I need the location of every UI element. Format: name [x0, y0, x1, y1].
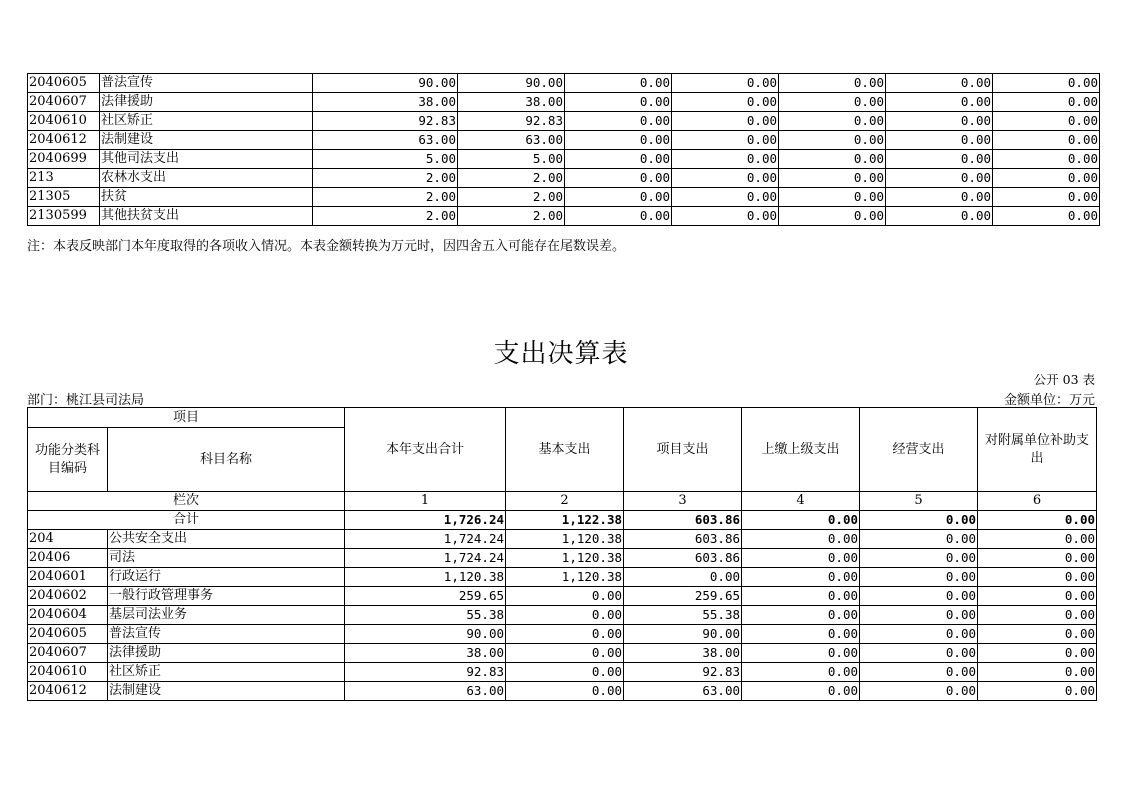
row-value: 603.86 [624, 530, 742, 549]
header-name: 科目名称 [108, 428, 345, 492]
row-value: 2.00 [458, 169, 565, 188]
row-value: 0.00 [993, 169, 1100, 188]
row-value: 0.00 [672, 74, 779, 93]
row-value: 0.00 [978, 606, 1097, 625]
table-row [28, 131, 1100, 150]
row-value: 38.00 [624, 644, 742, 663]
row-value: 0.00 [779, 188, 886, 207]
row-name: 行政运行 [108, 568, 345, 587]
table-row [28, 644, 1097, 663]
row-code: 213 [28, 169, 100, 188]
expense-table [27, 407, 1097, 701]
row-value: 63.00 [345, 682, 506, 701]
table-row [28, 188, 1100, 207]
table-row [28, 207, 1100, 226]
row-value: 0.00 [565, 188, 672, 207]
row-value: 0.00 [886, 74, 993, 93]
page-title: 支出决算表 [493, 339, 629, 369]
row-value: 0.00 [779, 169, 886, 188]
header-col-5: 经营支出 [860, 408, 978, 492]
row-value: 0.00 [993, 207, 1100, 226]
row-name: 法制建设 [108, 682, 345, 701]
row-value: 0.00 [886, 169, 993, 188]
row-value: 63.00 [313, 131, 458, 150]
row-value: 2.00 [458, 188, 565, 207]
row-value: 0.00 [886, 93, 993, 112]
table-row [28, 606, 1097, 625]
row-value: 55.38 [345, 606, 506, 625]
row-code: 2040612 [28, 131, 100, 150]
row-value: 0.00 [993, 150, 1100, 169]
index-row-label: 栏次 [28, 492, 345, 511]
row-value: 2.00 [313, 207, 458, 226]
row-value: 2.00 [458, 207, 565, 226]
row-code: 2040602 [28, 587, 108, 606]
row-value: 38.00 [313, 93, 458, 112]
row-value: 0.00 [993, 131, 1100, 150]
row-value: 92.83 [345, 663, 506, 682]
row-value: 0.00 [993, 93, 1100, 112]
table-row [28, 682, 1097, 701]
header-col-4: 上缴上级支出 [742, 408, 860, 492]
row-value: 0.00 [779, 131, 886, 150]
row-value: 0.00 [779, 150, 886, 169]
header-item: 项目 [28, 408, 345, 428]
header-col-2: 基本支出 [506, 408, 624, 492]
row-name: 扶贫 [100, 188, 313, 207]
total-value: 1,726.24 [345, 511, 506, 530]
row-value: 63.00 [458, 131, 565, 150]
row-value: 0.00 [565, 131, 672, 150]
table-row [28, 169, 1100, 188]
row-name: 社区矫正 [108, 663, 345, 682]
index-num: 4 [742, 492, 860, 511]
row-value: 0.00 [742, 606, 860, 625]
row-name: 法制建设 [100, 131, 313, 150]
row-value: 1,120.38 [345, 568, 506, 587]
row-value: 1,120.38 [506, 568, 624, 587]
header-code: 功能分类科目编码 [28, 428, 108, 492]
total-value: 0.00 [742, 511, 860, 530]
row-value: 0.00 [779, 74, 886, 93]
row-value: 0.00 [565, 74, 672, 93]
row-value: 0.00 [779, 112, 886, 131]
row-name: 社区矫正 [100, 112, 313, 131]
row-value: 0.00 [978, 568, 1097, 587]
row-code: 204 [28, 530, 108, 549]
row-value: 0.00 [742, 568, 860, 587]
row-value: 5.00 [458, 150, 565, 169]
department-label: 部门：桃江县司法局 [27, 393, 145, 408]
total-value: 0.00 [978, 511, 1097, 530]
row-value: 2.00 [313, 169, 458, 188]
row-value: 55.38 [624, 606, 742, 625]
row-name: 其他扶贫支出 [100, 207, 313, 226]
row-value: 0.00 [672, 169, 779, 188]
row-value: 0.00 [860, 568, 978, 587]
row-value: 38.00 [458, 93, 565, 112]
row-code: 2130599 [28, 207, 100, 226]
row-value: 0.00 [779, 207, 886, 226]
row-code: 2040605 [28, 625, 108, 644]
header-col-3: 项目支出 [624, 408, 742, 492]
row-value: 0.00 [506, 644, 624, 663]
row-code: 2040601 [28, 568, 108, 587]
amount-unit-label: 金额单位：万元 [1003, 393, 1095, 408]
row-value: 2.00 [313, 188, 458, 207]
row-value: 0.00 [978, 587, 1097, 606]
row-code: 20406 [28, 549, 108, 568]
row-value: 0.00 [565, 112, 672, 131]
row-value: 0.00 [860, 682, 978, 701]
row-value: 0.00 [672, 207, 779, 226]
row-value: 0.00 [506, 625, 624, 644]
row-name: 普法宣传 [108, 625, 345, 644]
table-row [28, 530, 1097, 549]
row-code: 2040605 [28, 74, 100, 93]
row-name: 普法宣传 [100, 74, 313, 93]
row-value: 603.86 [624, 549, 742, 568]
row-value: 0.00 [978, 663, 1097, 682]
row-value: 1,120.38 [506, 549, 624, 568]
row-value: 90.00 [345, 625, 506, 644]
row-value: 0.00 [624, 568, 742, 587]
row-value: 38.00 [345, 644, 506, 663]
row-value: 0.00 [672, 188, 779, 207]
index-num: 2 [506, 492, 624, 511]
table-row [28, 549, 1097, 568]
row-code: 2040610 [28, 112, 100, 131]
row-code: 2040610 [28, 663, 108, 682]
income-table-continued [27, 73, 1100, 226]
row-value: 0.00 [860, 530, 978, 549]
row-value: 90.00 [313, 74, 458, 93]
row-value: 0.00 [742, 549, 860, 568]
row-name: 一般行政管理事务 [108, 587, 345, 606]
row-value: 63.00 [624, 682, 742, 701]
index-num: 3 [624, 492, 742, 511]
row-code: 2040607 [28, 644, 108, 663]
row-value: 0.00 [672, 93, 779, 112]
table-note: 注：本表反映部门本年度取得的各项收入情况。本表金额转换为万元时，因四舍五入可能存在尾数误差。 [27, 239, 626, 254]
row-value: 92.83 [624, 663, 742, 682]
table-row [28, 587, 1097, 606]
row-value: 0.00 [993, 112, 1100, 131]
row-name: 其他司法支出 [100, 150, 313, 169]
row-value: 1,724.24 [345, 530, 506, 549]
row-value: 0.00 [886, 131, 993, 150]
row-value: 92.83 [313, 112, 458, 131]
row-value: 0.00 [565, 150, 672, 169]
row-value: 92.83 [458, 112, 565, 131]
row-value: 0.00 [742, 644, 860, 663]
row-value: 0.00 [672, 131, 779, 150]
total-value: 0.00 [860, 511, 978, 530]
row-value: 0.00 [860, 606, 978, 625]
row-value: 90.00 [624, 625, 742, 644]
row-value: 0.00 [779, 93, 886, 112]
row-value: 0.00 [978, 530, 1097, 549]
total-row-label: 合计 [28, 511, 345, 530]
row-value: 0.00 [993, 188, 1100, 207]
row-value: 0.00 [886, 188, 993, 207]
row-value: 1,724.24 [345, 549, 506, 568]
row-value: 259.65 [345, 587, 506, 606]
row-value: 0.00 [860, 625, 978, 644]
table-row [28, 568, 1097, 587]
row-value: 0.00 [860, 663, 978, 682]
row-value: 1,120.38 [506, 530, 624, 549]
row-name: 法律援助 [108, 644, 345, 663]
header-col-1: 本年支出合计 [345, 408, 506, 492]
row-name: 公共安全支出 [108, 530, 345, 549]
row-value: 0.00 [742, 587, 860, 606]
table-row [28, 112, 1100, 131]
row-value: 5.00 [313, 150, 458, 169]
row-code: 2040604 [28, 606, 108, 625]
table-row [28, 663, 1097, 682]
row-value: 0.00 [565, 169, 672, 188]
row-value: 90.00 [458, 74, 565, 93]
row-code: 2040699 [28, 150, 100, 169]
row-value: 0.00 [672, 150, 779, 169]
row-value: 0.00 [742, 682, 860, 701]
row-value: 0.00 [506, 682, 624, 701]
row-value: 259.65 [624, 587, 742, 606]
row-code: 2040607 [28, 93, 100, 112]
total-value: 603.86 [624, 511, 742, 530]
row-value: 0.00 [978, 682, 1097, 701]
index-num: 6 [978, 492, 1097, 511]
table-row [28, 74, 1100, 93]
header-col-6: 对附属单位补助支出 [978, 408, 1097, 492]
row-value: 0.00 [565, 207, 672, 226]
row-value: 0.00 [978, 549, 1097, 568]
row-value: 0.00 [506, 663, 624, 682]
row-value: 0.00 [742, 625, 860, 644]
index-num: 1 [345, 492, 506, 511]
row-value: 0.00 [886, 150, 993, 169]
row-value: 0.00 [742, 663, 860, 682]
row-name: 基层司法业务 [108, 606, 345, 625]
total-value: 1,122.38 [506, 511, 624, 530]
form-number: 公开 03 表 [1033, 372, 1095, 387]
table-row [28, 93, 1100, 112]
row-value: 0.00 [742, 530, 860, 549]
row-value: 0.00 [886, 112, 993, 131]
row-value: 0.00 [860, 549, 978, 568]
row-name: 司法 [108, 549, 345, 568]
row-value: 0.00 [672, 112, 779, 131]
row-name: 法律援助 [100, 93, 313, 112]
row-value: 0.00 [978, 625, 1097, 644]
row-value: 0.00 [860, 644, 978, 663]
row-value: 0.00 [978, 644, 1097, 663]
row-value: 0.00 [860, 587, 978, 606]
table-row [28, 150, 1100, 169]
row-code: 21305 [28, 188, 100, 207]
row-value: 0.00 [506, 587, 624, 606]
row-value: 0.00 [993, 74, 1100, 93]
row-name: 农林水支出 [100, 169, 313, 188]
row-code: 2040612 [28, 682, 108, 701]
row-value: 0.00 [565, 93, 672, 112]
row-value: 0.00 [506, 606, 624, 625]
row-value: 0.00 [886, 207, 993, 226]
index-num: 5 [860, 492, 978, 511]
table-row [28, 625, 1097, 644]
